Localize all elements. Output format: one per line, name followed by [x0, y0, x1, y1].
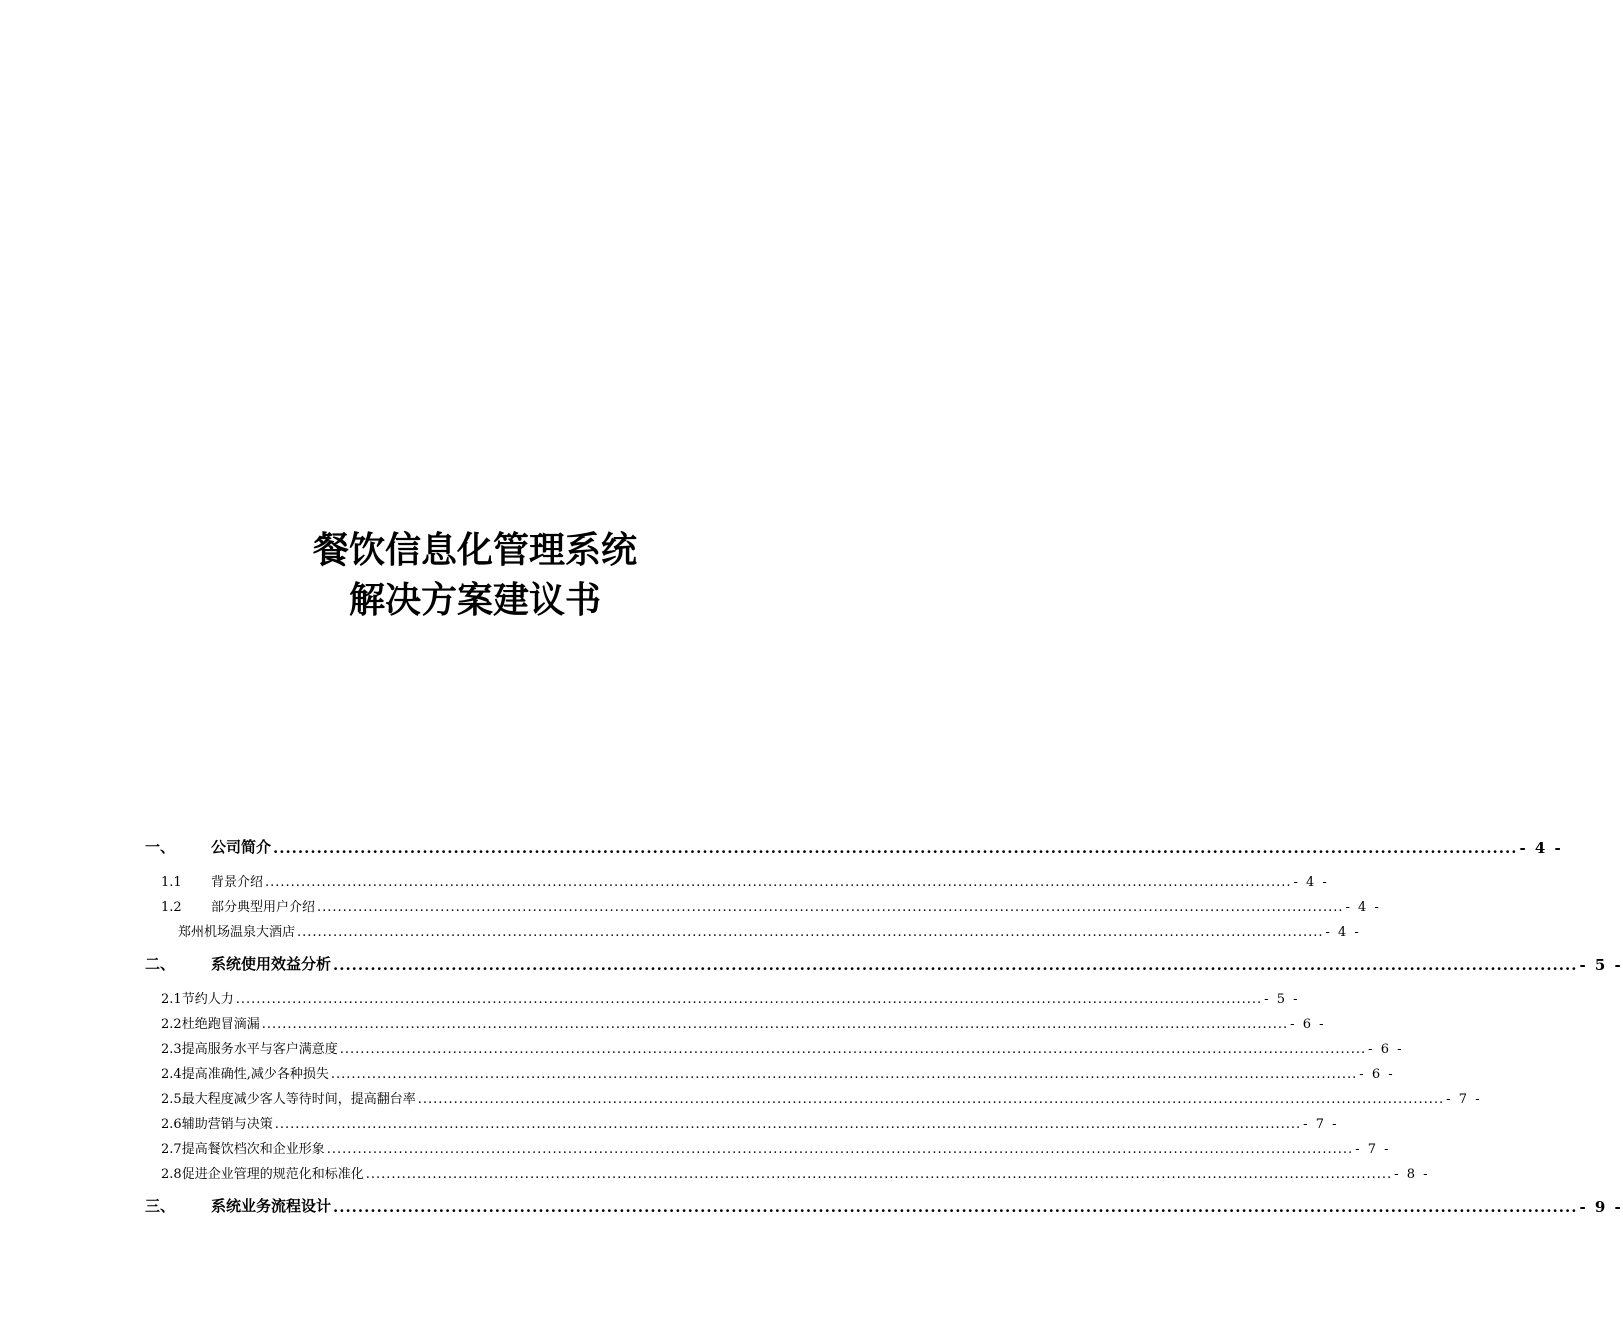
toc-dot-leader: ........................................................................................................................................................................................................ [297, 925, 1324, 940]
toc-dot-leader: ........................................................................................................................................................................................................ [326, 1142, 1354, 1157]
toc-entry-number: 2.7 [161, 1142, 182, 1157]
toc-entry[interactable] [145, 890, 1381, 915]
toc-dot-leader: ........................................................................................................................................................................................................ [365, 1167, 1393, 1182]
toc-entry-title: 部分典型用户介绍 [211, 900, 316, 915]
toc-entry-page: - 7 - [1303, 1117, 1339, 1132]
toc-entry[interactable] [145, 1007, 1326, 1032]
table-of-contents [145, 831, 1623, 1216]
toc-entry-page: - 6 - [1290, 1017, 1326, 1032]
toc-entry-number: 1.2 [161, 900, 182, 915]
toc-entry-number: 二、 [145, 955, 176, 973]
toc-entry[interactable] [145, 865, 1329, 890]
toc-entry-number: 三、 [145, 1197, 176, 1215]
toc-entry[interactable] [145, 1032, 1404, 1057]
toc-dot-leader: ........................................................................................................................................................................................................ [235, 992, 1263, 1007]
toc-dot-leader: ........................................................................................................................................................................................................ [274, 1117, 1302, 1132]
toc-entry-number: 2.6 [161, 1117, 182, 1132]
toc-entry-page: - 4 - [1519, 839, 1563, 857]
toc-dot-leader: ........................................................................................................................................................................................................ [417, 1092, 1445, 1107]
toc-entry-title: 辅助营销与决策 [181, 1117, 273, 1132]
toc-entry-page: - 7 - [1355, 1142, 1391, 1157]
toc-entry-number: 2.5 [161, 1092, 182, 1107]
toc-entry-page: - 8 - [1394, 1167, 1430, 1182]
toc-entry-page: - 5 - [1579, 956, 1623, 974]
toc-dot-leader: ........................................................................................................................................................................................................ [273, 839, 1518, 857]
toc-entry[interactable] [145, 1132, 1391, 1157]
toc-entry-page: - 5 - [1264, 992, 1300, 1007]
toc-entry[interactable] [145, 831, 1563, 857]
toc-entry-number: 2.4 [161, 1067, 182, 1082]
toc-entry[interactable] [145, 1107, 1339, 1132]
toc-entry-title: 杜绝跑冒滴漏 [181, 1017, 260, 1032]
toc-entry-title: 提高餐饮档次和企业形象 [181, 1142, 325, 1157]
toc-entry-title: 提高服务水平与客户满意度 [181, 1042, 338, 1057]
toc-entry-page: - 6 - [1359, 1067, 1395, 1082]
toc-entry[interactable] [145, 1082, 1482, 1107]
toc-entry[interactable] [145, 1190, 1623, 1216]
toc-entry-number: 2.2 [161, 1017, 182, 1032]
toc-entry-title: 促进企业管理的规范化和标准化 [181, 1167, 364, 1182]
toc-dot-leader: ........................................................................................................................................................................................................ [330, 1067, 1358, 1082]
title-line-1: 餐饮信息化管理系统 [312, 530, 637, 571]
title-line-2: 解决方案建议书 [348, 580, 601, 621]
toc-entry-page: - 6 - [1368, 1042, 1404, 1057]
toc-entry-page: - 9 - [1579, 1198, 1623, 1216]
toc-entry-page: - 4 - [1293, 875, 1329, 890]
toc-dot-leader: ........................................................................................................................................................................................................ [339, 1042, 1367, 1057]
toc-dot-leader: ........................................................................................................................................................................................................ [317, 900, 1344, 915]
toc-entry-title: 系统使用效益分析 [211, 955, 332, 973]
toc-entry-title: 背景介绍 [211, 875, 264, 890]
toc-entry-number: 2.1 [161, 992, 182, 1007]
toc-entry[interactable] [145, 982, 1300, 1007]
document-title [0, 526, 950, 626]
toc-dot-leader: ........................................................................................................................................................................................................ [333, 956, 1578, 974]
toc-entry-title: 节约人力 [181, 992, 234, 1007]
toc-entry-number: 2.3 [161, 1042, 182, 1057]
toc-entry-title: 最大程度减少客人等待时间，提高翻台率 [181, 1092, 416, 1107]
toc-entry-title: 郑州机场温泉大酒店 [178, 925, 296, 940]
toc-dot-leader: ........................................................................................................................................................................................................ [261, 1017, 1289, 1032]
toc-dot-leader: ........................................................................................................................................................................................................ [333, 1198, 1578, 1216]
toc-entry[interactable] [145, 1057, 1395, 1082]
toc-entry-title: 提高准确性,减少各种损失 [181, 1067, 329, 1082]
toc-entry-page: - 4 - [1345, 900, 1381, 915]
toc-entry-number: 2.8 [161, 1167, 182, 1182]
toc-entry-title: 公司简介 [211, 838, 272, 856]
toc-entry-number: 一、 [145, 838, 176, 856]
toc-entry[interactable] [145, 915, 1361, 940]
toc-entry-title: 系统业务流程设计 [211, 1197, 332, 1215]
toc-entry[interactable] [145, 948, 1623, 974]
toc-entry-page: - 4 - [1325, 925, 1361, 940]
toc-entry[interactable] [145, 1157, 1430, 1182]
toc-dot-leader: ........................................................................................................................................................................................................ [265, 875, 1292, 890]
toc-entry-page: - 7 - [1446, 1092, 1482, 1107]
toc-entry-number: 1.1 [161, 875, 182, 890]
